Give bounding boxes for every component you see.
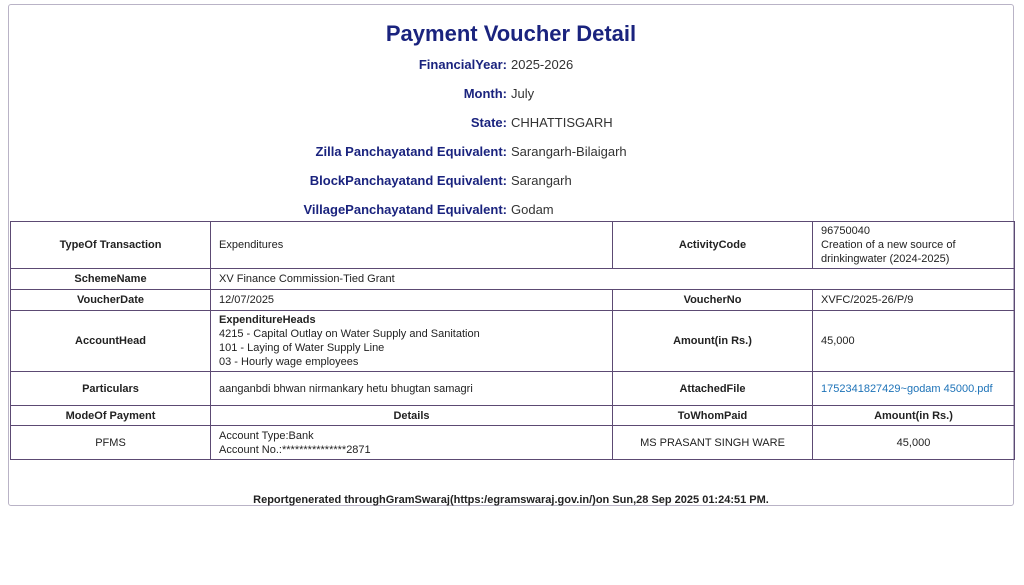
particulars-value: aanganbdi bhwan nirmankary hetu bhugtan samagri xyxy=(211,372,613,406)
info-label: BlockPanchayatand Equivalent: xyxy=(309,173,507,188)
table-row xyxy=(11,222,1015,269)
attached-file-link[interactable]: 1752341827429~godam 45000.pdf xyxy=(821,382,993,395)
expenditure-heads-title: ExpenditureHeads xyxy=(219,314,316,326)
info-value: 2025-2026 xyxy=(511,57,574,72)
info-zilla xyxy=(9,144,1015,164)
info-month xyxy=(9,86,1015,106)
amount-label: Amount(in Rs.) xyxy=(613,311,813,372)
to-whom-paid-value: MS PRASANT SINGH WARE xyxy=(613,426,813,460)
payment-amount-value: 45,000 xyxy=(813,426,1015,460)
voucher-date-value: 12/07/2025 xyxy=(211,290,613,311)
info-financial-year xyxy=(9,57,1015,77)
info-label: VillagePanchayatand Equivalent: xyxy=(303,202,507,217)
amount-value: 45,000 xyxy=(813,311,1015,372)
info-label: FinancialYear: xyxy=(418,57,507,72)
activity-code-value: 96750040 xyxy=(821,225,870,237)
voucher-no-label: VoucherNo xyxy=(613,290,813,311)
table-row xyxy=(11,290,1015,311)
activity-code-label: ActivityCode xyxy=(613,222,813,269)
account-head-line: 03 - Hourly wage employees xyxy=(219,356,359,368)
info-label: State: xyxy=(470,115,507,130)
payment-row xyxy=(11,426,1015,460)
type-of-transaction-label: TypeOf Transaction xyxy=(11,222,211,269)
info-value: Sarangarh-Bilaigarh xyxy=(511,144,627,159)
attached-file-label: AttachedFile xyxy=(613,372,813,406)
info-state xyxy=(9,115,1015,135)
account-number: Account No.:***************2871 xyxy=(219,443,371,456)
table-row xyxy=(11,372,1015,406)
scheme-name-value: XV Finance Commission-Tied Grant xyxy=(211,269,1015,290)
account-type: Account Type:Bank xyxy=(219,429,314,442)
payment-header-row xyxy=(11,406,1015,426)
info-value: CHHATTISGARH xyxy=(511,115,613,130)
account-head-label: AccountHead xyxy=(11,311,211,372)
voucher-date-label: VoucherDate xyxy=(11,290,211,311)
mode-of-payment-header: ModeOf Payment xyxy=(11,406,211,426)
account-head-line: 101 - Laying of Water Supply Line xyxy=(219,342,385,354)
voucher-no-value: XVFC/2025-26/P/9 xyxy=(813,290,1015,311)
mode-of-payment-value: PFMS xyxy=(11,426,211,460)
page-title: Payment Voucher Detail xyxy=(385,21,637,46)
report-footer: Reportgenerated throughGramSwaraj(https:/egramswaraj.gov.in/)on Sun,28 Sep 2025 01:24:51 PM. xyxy=(253,494,769,506)
type-of-transaction-value: Expenditures xyxy=(211,222,613,269)
table-row xyxy=(11,311,1015,372)
info-block xyxy=(9,173,1015,193)
table-row xyxy=(11,269,1015,290)
account-head-cell xyxy=(211,311,613,372)
details-header: Details xyxy=(211,406,613,426)
to-whom-paid-header: ToWhomPaid xyxy=(613,406,813,426)
scheme-name-label: SchemeName xyxy=(11,269,211,290)
info-label: Month: xyxy=(463,86,507,101)
info-label: Zilla Panchayatand Equivalent: xyxy=(315,144,507,159)
activity-code-cell xyxy=(813,222,1015,269)
info-value: Sarangarh xyxy=(511,173,572,188)
voucher-table xyxy=(10,221,1015,460)
info-value: Godam xyxy=(511,202,554,217)
payment-details-cell xyxy=(211,426,613,460)
info-village xyxy=(9,202,1015,222)
account-head-line: 4215 - Capital Outlay on Water Supply and Sanitation xyxy=(219,328,480,340)
particulars-label: Particulars xyxy=(11,372,211,406)
activity-description: Creation of a new source of drinkingwater (2024-2025) xyxy=(821,239,956,265)
payment-amount-header: Amount(in Rs.) xyxy=(813,406,1015,426)
attached-file-cell xyxy=(813,372,1015,406)
info-value: July xyxy=(511,86,535,101)
